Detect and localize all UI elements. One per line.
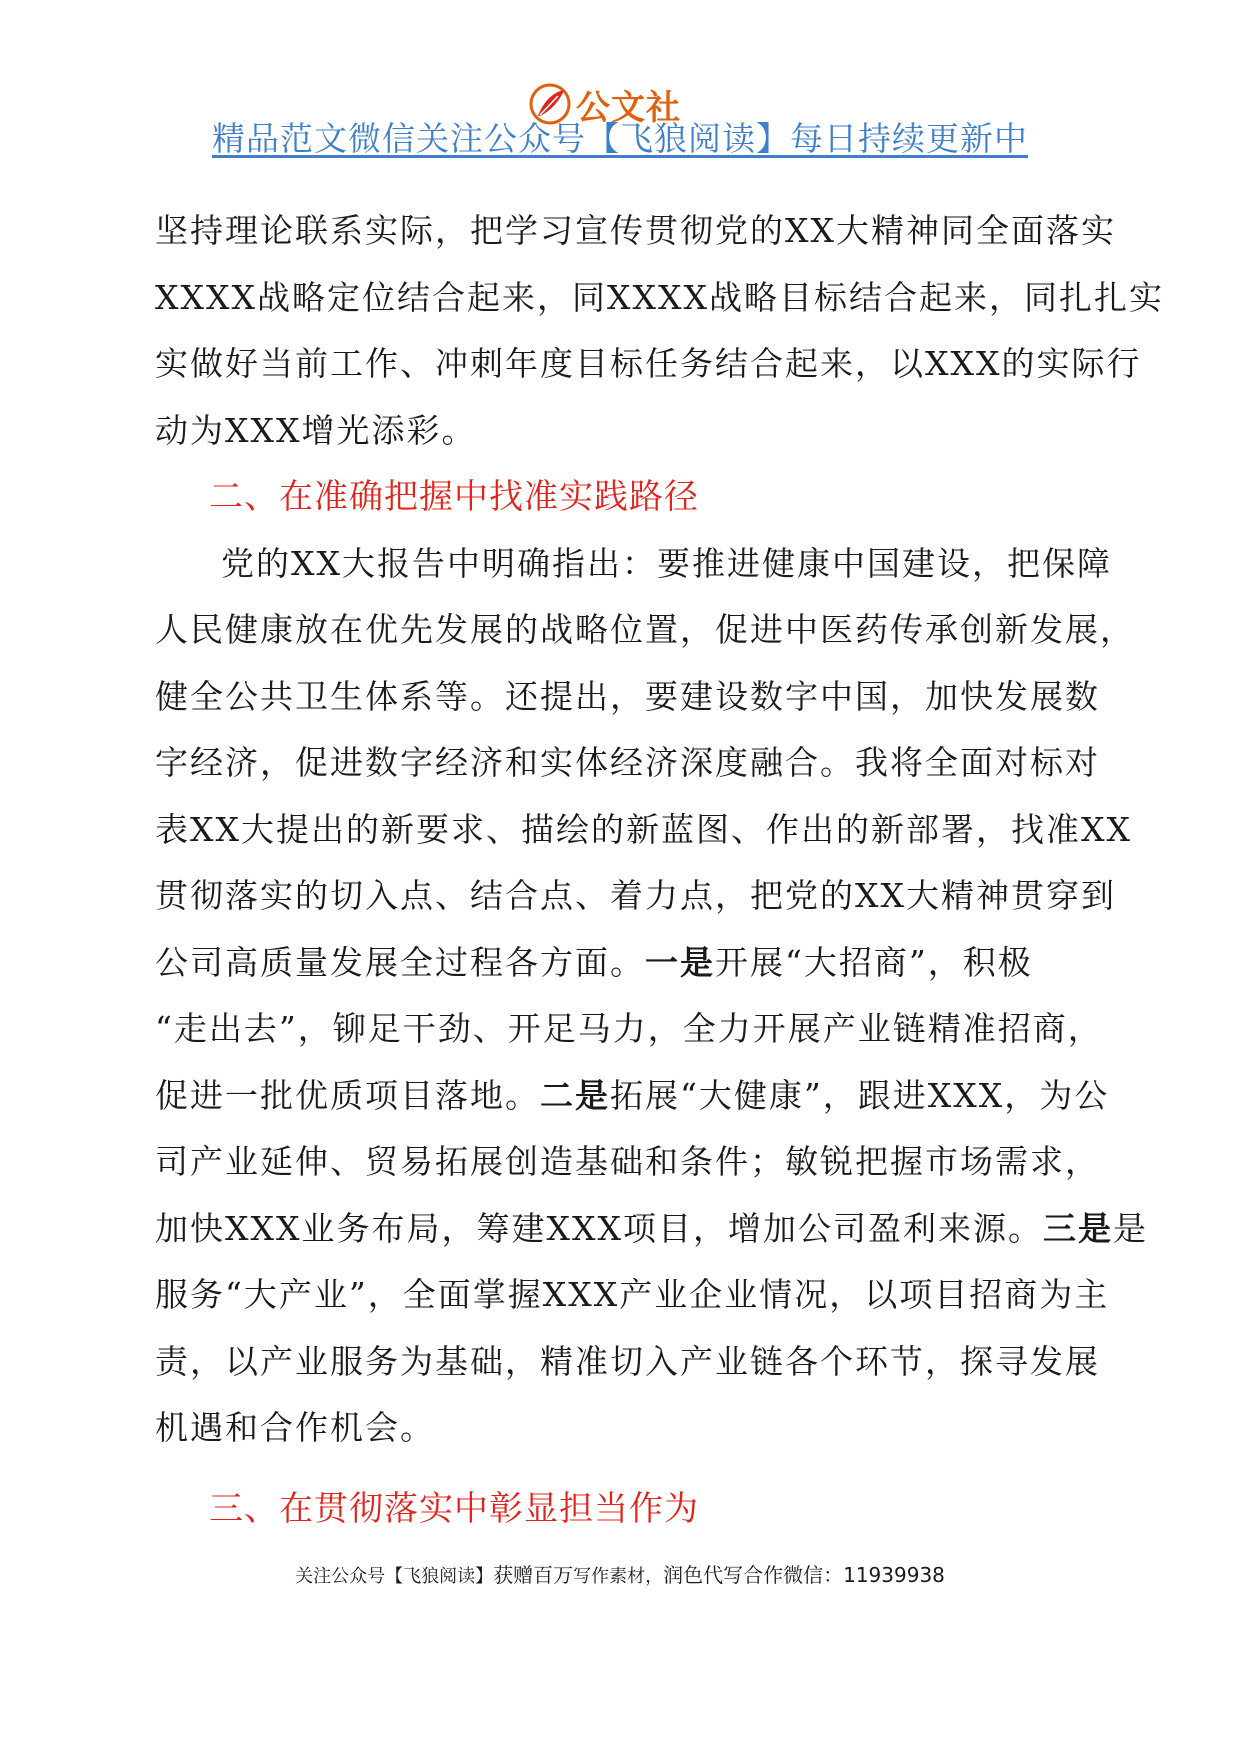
paragraph-line: 实做好当前工作、冲刺年度目标任务结合起来，以XXX的实际行 xyxy=(155,344,1142,383)
footer-contact: 润色代写合作微信：11939938 xyxy=(663,1563,945,1587)
paragraph-line: “走出去”，铆足干劲、开足马力，全力开展产业链精准招商， xyxy=(155,1009,1103,1048)
paragraph-line: 人民健康放在优先发展的战略位置，促进中医药传承创新发展， xyxy=(155,610,1135,649)
text-run: 拓展“大健康”，跟进XXX，为公 xyxy=(610,1075,1110,1115)
document-body xyxy=(155,198,1164,1542)
text-run: 公司高质量发展全过程各方面。 xyxy=(155,942,645,982)
paragraph-line: 动为XXX增光添彩。 xyxy=(155,410,477,450)
paragraph-line xyxy=(155,930,1085,997)
bold-marker: 二是 xyxy=(540,1075,610,1115)
spacer xyxy=(155,1462,1085,1476)
section-heading-2: 二、在准确把握中找准实践路径 xyxy=(209,477,699,517)
paragraph-line: 贯彻落实的切入点、结合点、着力点，把党的XX大精神贯穿到 xyxy=(155,876,1116,915)
text-run: 是 xyxy=(1112,1208,1148,1248)
logo-text: 公文社 xyxy=(576,87,681,128)
footer-emphasis: 获赠百万 xyxy=(493,1563,574,1587)
text-run: 加快XXX业务布局，筹建XXX项目，增加公司盈利来源。 xyxy=(155,1208,1043,1248)
paragraph-line: 司产业延伸、贸易拓展创造基础和条件；敏锐把握市场需求， xyxy=(155,1142,1100,1181)
paragraph-line: XXXX战略定位结合起来，同XXXX战略目标结合起来，同扎扎实 xyxy=(155,277,1164,317)
paragraph-line: 机遇和合作机会。 xyxy=(155,1408,435,1447)
header-link[interactable]: 精品范文微信关注公众号【飞狼阅读】每日持续更新中 xyxy=(212,119,1028,158)
paragraph-line: 服务“大产业”，全面掌握XXX产业企业情况，以项目招商为主 xyxy=(155,1275,1110,1314)
footer-text: 写作素材， xyxy=(573,1566,664,1587)
footer-text: 关注公众号【飞狼阅读】 xyxy=(295,1566,494,1587)
text-run: 促进一批优质项目落地。 xyxy=(155,1075,540,1115)
paragraph-line xyxy=(155,1196,1148,1263)
paragraph-line xyxy=(155,1063,1110,1130)
text-run: 开展“大招商”，积极 xyxy=(715,942,1033,982)
footer xyxy=(0,1560,1240,1592)
paragraph-line: 字经济，促进数字经济和实体经济深度融合。我将全面对标对 xyxy=(155,743,1100,782)
paragraph-line: 责，以产业服务为基础，精准切入产业链各个环节，探寻发展 xyxy=(155,1341,1100,1381)
paragraph-line: 健全公共卫生体系等。还提出，要建设数字中国，加快发展数 xyxy=(155,676,1100,716)
paragraph-line: 党的XX大报告中明确指出：要推进健康中国建设，把保障 xyxy=(221,543,1112,583)
paragraph-line: 表XX大提出的新要求、描绘的新蓝图、作出的新部署，找准XX xyxy=(155,809,1132,849)
bold-marker: 三是 xyxy=(1042,1208,1113,1248)
paragraph-line: 坚持理论联系实际，把学习宣传贯彻党的XX大精神同全面落实 xyxy=(155,211,1116,250)
section-heading-3: 三、在贯彻落实中彰显担当作为 xyxy=(209,1488,699,1529)
bold-marker: 一是 xyxy=(645,942,715,982)
